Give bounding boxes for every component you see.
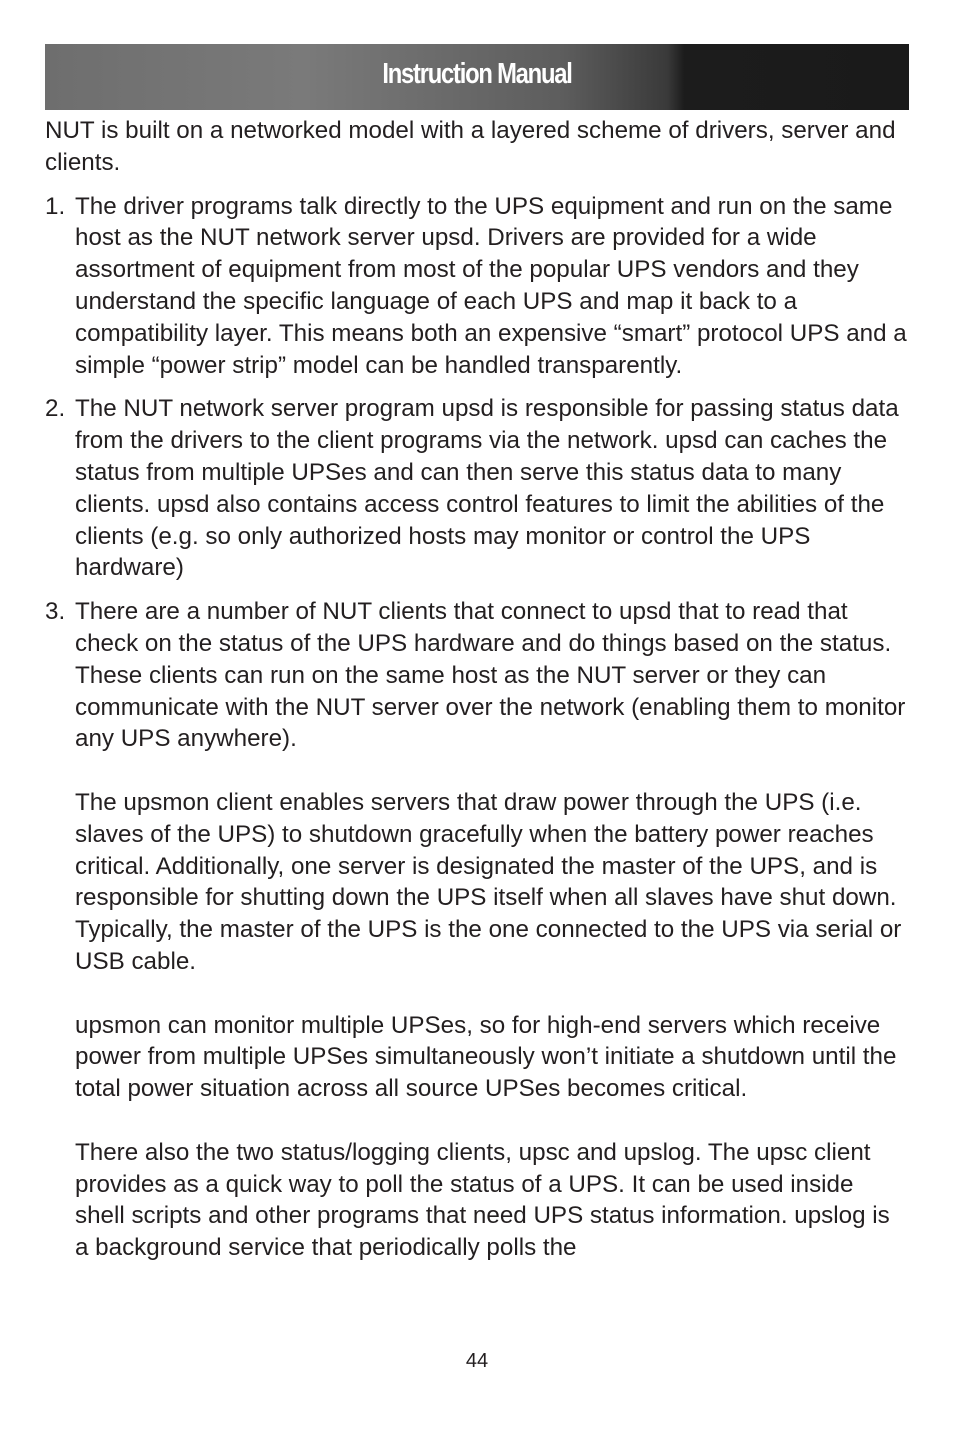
list-item-number: 3. — [45, 598, 66, 626]
page-content — [45, 115, 909, 1276]
list-item-paragraph: The NUT network server program upsd is responsible for passing status data from the drivers to the client programs via the network. upsd can caches the status from multiple UPSes and can then serve this status data to many clients. upsd also contains access control features to limit the abilities of the clients (e.g. so only authorized hosts may monitor or control the UPS hardware) — [75, 395, 899, 582]
list-item-paragraph: The upsmon client enables servers that draw power through the UPS (i.e. slaves of the UPS) to shutdown gracefully when the battery power reaches critical. Additionally, one server is designated the master of the UPS, and is responsible for shutting down the UPS itself when all slaves have shut down. Typically, the master of the UPS is the one connected to the UPS via serial or USB cable. — [75, 788, 902, 975]
page-number: 44 — [465, 1350, 489, 1372]
list-item-paragraph: There also the two status/logging clients, upsc and upslog. The upsc client provides as a quick way to poll the status of a UPS. It can be used inside shell scripts and other programs that need UPS status information. upslog is a background service that periodically polls the — [75, 1138, 890, 1262]
list-item — [45, 596, 909, 1264]
list-item-paragraph: upsmon can monitor multiple UPSes, so for high-end servers which receive power from multiple UPSes simultaneously won’t initiate a shutdown until the total power situation across all source UPSes becomes critical. — [75, 1011, 897, 1103]
numbered-list — [45, 191, 909, 1264]
manual-title: Instruction Manual — [382, 58, 572, 90]
list-item-number: 2. — [45, 395, 66, 423]
intro-paragraph: NUT is built on a networked model with a layered scheme of drivers, server and clients. — [45, 117, 896, 176]
list-item — [45, 393, 909, 584]
header-bar — [45, 44, 909, 110]
list-item-number: 1. — [45, 192, 66, 220]
list-item-paragraph: There are a number of NUT clients that connect to upsd that to read that check on the status of the UPS hardware and do things based on the status. These clients can run on the same host as the NUT server or they can communicate with the NUT server over the network (enabling them to monitor any UPS anywhere). — [75, 598, 906, 753]
list-item — [45, 191, 909, 382]
list-item-paragraph: The driver programs talk directly to the UPS equipment and run on the same host as the NUT network server upsd. Drivers are provided for a wide assortment of equipment from most of the popular UPS vendors and they understand the specific language of each UPS and map it back to a compatibility layer. This means both an expensive “smart” protocol UPS and a simple “power strip” model can be handled transparently. — [75, 192, 907, 379]
